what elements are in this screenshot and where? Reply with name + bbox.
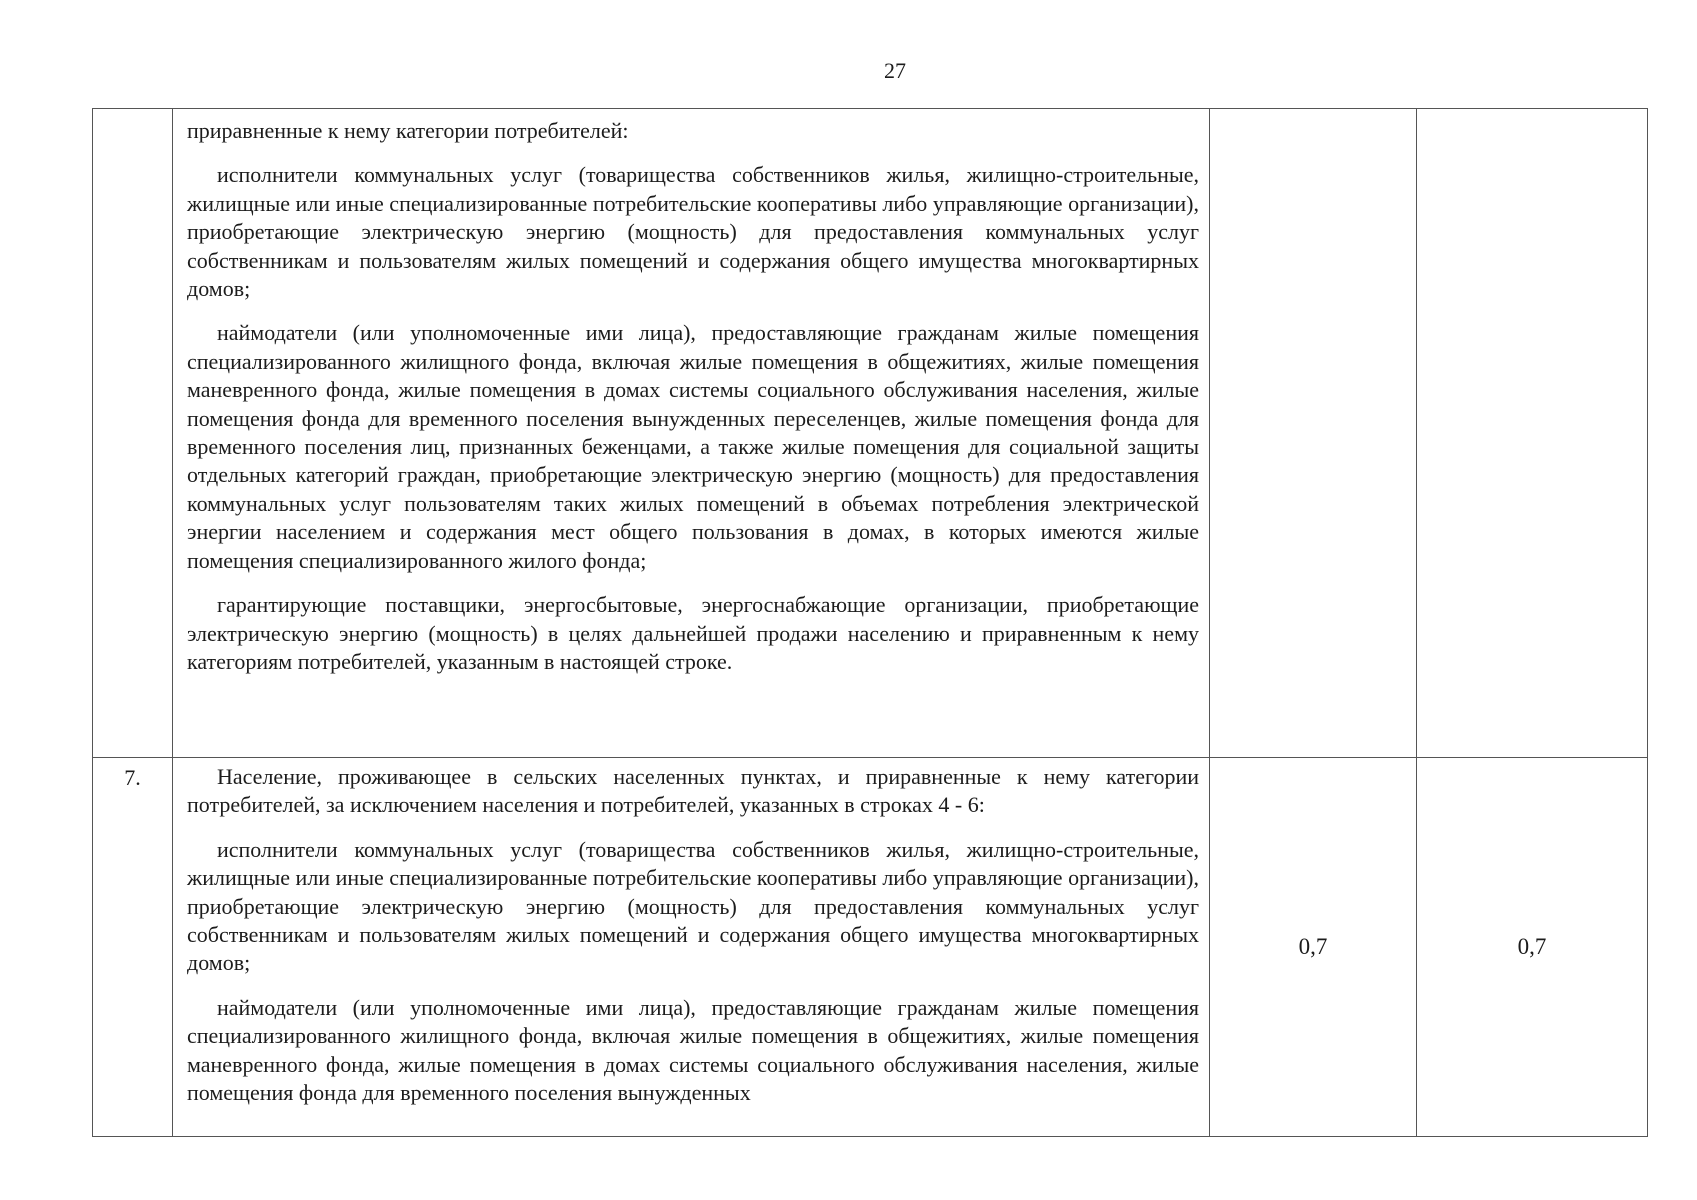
paragraph: наймодатели (или уполномоченные ими лица), предоставляющие гражданам жилые помещения специализированного жилищного фонда, включая жилые помещения в общежитиях, жилые помещения маневренного фонда, жилые помещения в домах системы социального обслуживания населения, жилые помещения фонда для временного поселения вынужденных переселенцев, жилые помещения фонда для временного поселения лиц, признанных беженцами, а также жилые помещения для социальной защиты отдельных категорий граждан, приобретающие электрическую энергию (мощность) для предоставления коммунальных услуг пользователям таких жилых помещений в объемах потребления электрической энергии населением и содержания мест общего пользования в домах, в которых имеются жилые помещения специализированного жилого фонда; <box>187 320 1199 573</box>
row-number-cell: 7. <box>93 758 173 1137</box>
paragraph: Население, проживающее в сельских населенных пунктах, и приравненные к нему категории потребителей, за исключением населения и потребителей, указанных в строках 4 - 6: <box>187 764 1199 818</box>
row-description-cell <box>173 109 1210 758</box>
paragraph: наймодатели (или уполномоченные ими лица), предоставляющие гражданам жилые помещения специализированного жилищного фонда, включая жилые помещения в общежитиях, жилые помещения маневренного фонда, жилые помещения в домах системы социального обслуживания населения, жилые помещения фонда для временного поселения вынужденных <box>187 994 1199 1106</box>
paragraph: исполнители коммунальных услуг (товарищества собственников жилья, жилищно-строительные, жилищные или иные специализированные потребительские кооперативы либо управляющие организации), приобретающие электрическую энергию (мощность) для предоставления коммунальных услуг собственникам и пользователям жилых помещений и содержания общего имущества многоквартирных домов; <box>187 836 1199 976</box>
value-cell-2: 0,7 <box>1417 758 1648 1137</box>
row-number-cell <box>93 109 173 758</box>
paragraph: исполнители коммунальных услуг (товарищества собственников жилья, жилищно-строительные, жилищные или иные специализированные потребительские кооперативы либо управляющие организации), приобретающие электрическую энергию (мощность) для предоставления коммунальных услуг собственникам и пользователям жилых помещений и содержания общего имущества многоквартирных домов; <box>187 162 1199 302</box>
table-row-continued <box>93 109 1648 758</box>
row-description-cell <box>173 758 1210 1137</box>
value-cell-1: 0,7 <box>1210 758 1417 1137</box>
value-cell-1 <box>1210 109 1417 758</box>
tariff-table <box>92 108 1648 1137</box>
paragraph: приравненные к нему категории потребителей: <box>187 118 629 143</box>
value-cell-2 <box>1417 109 1648 758</box>
paragraph: гарантирующие поставщики, энергосбытовые, энергоснабжающие организации, приобретающие электрическую энергию (мощность) в целях дальнейшей продажи населению и приравненным к нему категориям потребителей, указанным в настоящей строке. <box>187 592 1199 674</box>
table-row-7 <box>93 758 1648 1137</box>
page-number: 27 <box>884 58 906 83</box>
